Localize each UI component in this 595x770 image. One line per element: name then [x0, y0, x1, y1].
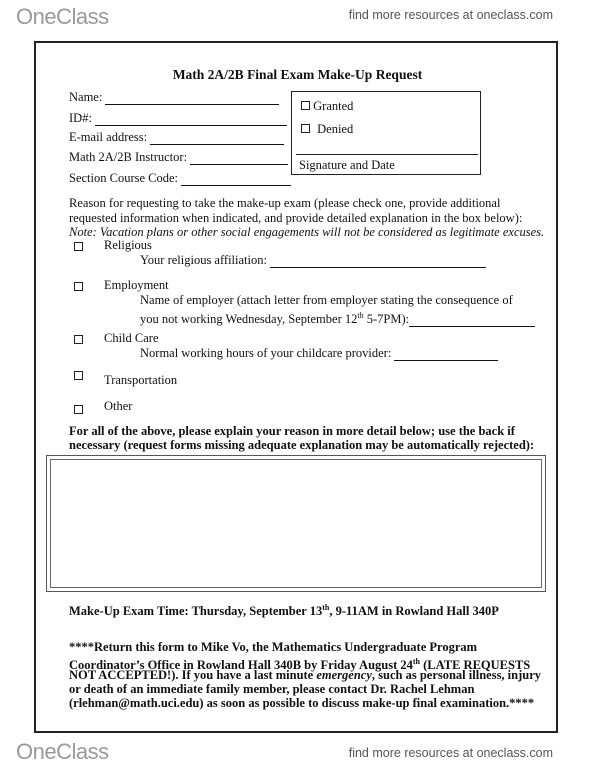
- reason-intro: Reason for requesting to take the make-up exam (please check one, provide additional requested information when indicated, and provide detailed explanation in the box below):: [69, 196, 523, 225]
- childcare-underline[interactable]: [394, 348, 498, 361]
- return-line4: or death of an immediate family member, please contact Dr. Rachel Lehman: [69, 682, 475, 696]
- employment-checkbox[interactable]: [74, 282, 83, 291]
- id-underline[interactable]: [95, 113, 287, 126]
- explanation-box[interactable]: [46, 455, 546, 592]
- form-title: Math 2A/2B Final Exam Make-Up Request: [172, 67, 423, 82]
- top-resource-link[interactable]: find more resources at oneclass.com: [348, 8, 553, 22]
- employment-detail-field[interactable]: you not working Wednesday, September 12th 5-7PM):: [140, 308, 535, 327]
- employment-underline[interactable]: [409, 314, 535, 327]
- return-line1: ****Return this form to Mike Vo, the Mathematics Undergraduate Program: [69, 640, 478, 654]
- email-field[interactable]: E-mail address:: [69, 130, 284, 145]
- oneclass-logo-footer: OneClass: [16, 739, 109, 764]
- explain-line1: For all of the above, please explain your reason in more detail below; use the back if: [69, 424, 515, 438]
- other-checkbox[interactable]: [74, 405, 83, 414]
- oneclass-logo: OneClass: [16, 4, 109, 29]
- granted-option[interactable]: Granted: [301, 99, 353, 114]
- section-field[interactable]: Section Course Code:: [69, 171, 291, 186]
- bottom-resource-link[interactable]: find more resources at oneclass.com: [348, 746, 553, 760]
- denied-option[interactable]: Denied: [301, 122, 353, 137]
- granted-checkbox[interactable]: [301, 101, 310, 110]
- return-line2: Coordinator’s Office in Rowland Hall 340B by Friday August 24th (LATE REQUESTS: [69, 657, 531, 673]
- denied-checkbox[interactable]: [301, 124, 310, 133]
- employment-label: Employment: [104, 278, 169, 292]
- signature-line[interactable]: [296, 154, 478, 155]
- religious-affiliation-underline[interactable]: [270, 255, 486, 268]
- transportation-label: Transportation: [104, 373, 178, 387]
- return-line3: NOT ACCEPTED!). If you have a last minute emergency, such as personal illness, injury: [69, 668, 542, 682]
- vacation-note: Note: Vacation plans or other social engagements will not be considered as legitimate excuses.: [69, 225, 545, 239]
- name-underline[interactable]: [105, 92, 279, 105]
- name-field[interactable]: Name:: [69, 90, 279, 105]
- religious-label: Religious: [104, 238, 152, 252]
- instructor-underline[interactable]: [190, 152, 288, 165]
- religious-affiliation-field[interactable]: Your religious affiliation:: [140, 253, 486, 268]
- transportation-checkbox[interactable]: [74, 371, 83, 380]
- email-underline[interactable]: [150, 132, 284, 145]
- exam-time: Make-Up Exam Time: Thursday, September 13th, 9-11AM in Rowland Hall 340P: [69, 603, 499, 619]
- explain-line2: necessary (request forms missing adequate explanation may be automatically rejected):: [69, 438, 535, 452]
- childcare-hours-field[interactable]: Normal working hours of your childcare provider:: [140, 346, 498, 361]
- childcare-checkbox[interactable]: [74, 335, 83, 344]
- religious-checkbox[interactable]: [74, 242, 83, 251]
- section-underline[interactable]: [181, 173, 291, 186]
- return-line5: (rlehman@math.uci.edu) as soon as possible to discuss make-up final examination.****: [69, 696, 535, 710]
- childcare-label: Child Care: [104, 331, 159, 345]
- signature-label: Signature and Date: [299, 158, 395, 172]
- other-label: Other: [104, 399, 133, 413]
- instructor-field[interactable]: Math 2A/2B Instructor:: [69, 150, 288, 165]
- id-field[interactable]: ID#:: [69, 111, 287, 126]
- employment-detail-line1: Name of employer (attach letter from employer stating the consequence of: [140, 293, 513, 307]
